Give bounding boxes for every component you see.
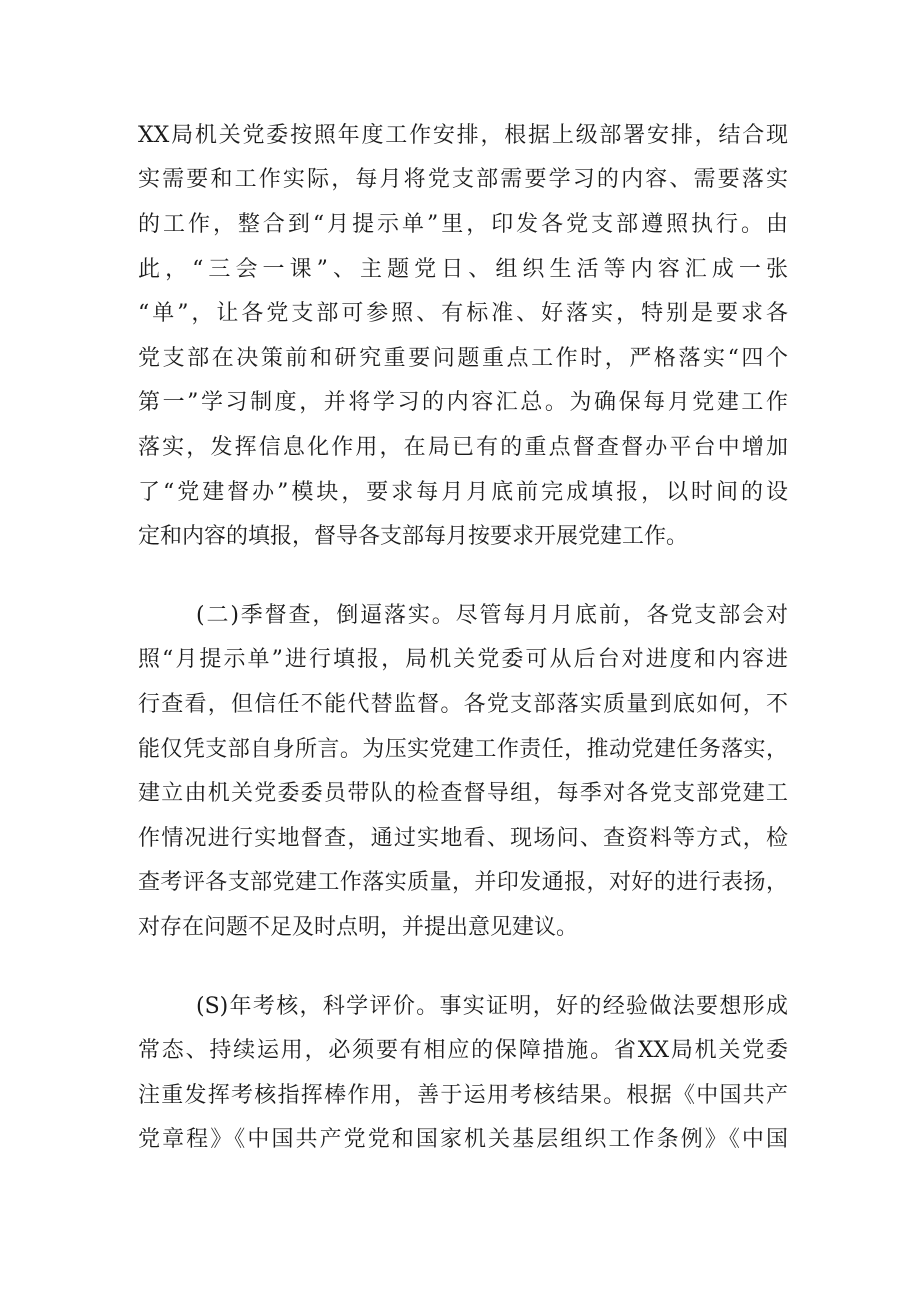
text-line: “单”，让各党支部可参照、有标准、好落实，特别是要求各	[138, 301, 788, 326]
text-line: XX局机关党委按照年度工作安排，根据上级部署安排，结合现	[138, 123, 788, 148]
text-line: 查考评各支部党建工作落实质量，并印发通报，对好的进行表扬，	[138, 870, 788, 895]
text-line: 常态、持续运用，必须要有相应的保障措施。省XX局机关党委	[138, 1038, 788, 1063]
text-line: 了“党建督办”模块，要求每月月底前完成填报，以时间的设	[138, 480, 788, 505]
text-line: 此，“三会一课”、主题党日、组织生活等内容汇成一张	[138, 257, 788, 282]
text-line: 行查看，但信任不能代替监督。各党支部落实质量到底如何，不	[138, 692, 788, 717]
text-line: 实需要和工作实际，每月将党支部需要学习的内容、需要落实	[138, 167, 788, 192]
text-line: 注重发挥考核指挥棒作用，善于运用考核结果。根据《中国共产	[138, 1083, 788, 1108]
text-line: 照“月提示单”进行填报，局机关党委可从后台对进度和内容进	[138, 647, 788, 672]
text-line: 建立由机关党委委员带队的检查督导组，每季对各党支部党建工	[138, 781, 788, 806]
text-line: 的工作，整合到“月提示单”里，印发各党支部遵照执行。由	[138, 212, 788, 237]
text-line: 党章程》《中国共产党党和国家机关基层组织工作条例》《中国	[138, 1127, 788, 1152]
text-line: (S)年考核，科学评价。事实证明，好的经验做法要想形成	[196, 994, 788, 1019]
text-line: 作情况进行实地督查，通过实地看、现场问、查资料等方式，检	[138, 826, 788, 851]
text-line: 落实，发挥信息化作用，在局已有的重点督查督办平台中增加	[138, 435, 788, 460]
text-line: 定和内容的填报，督导各支部每月按要求开展党建工作。	[138, 524, 689, 549]
text-line: (二)季督查，倒逼落实。尽管每月月底前，各党支部会对	[196, 603, 788, 628]
text-line: 对存在问题不足及时点明，并提出意见建议。	[138, 915, 579, 940]
text-line: 第一”学习制度，并将学习的内容汇总。为确保每月党建工作	[138, 390, 788, 415]
text-line: 党支部在决策前和研究重要问题重点工作时，严格落实“四个	[138, 346, 788, 371]
text-line: 能仅凭支部自身所言。为压实党建工作责任，推动党建任务落实，	[138, 737, 788, 762]
